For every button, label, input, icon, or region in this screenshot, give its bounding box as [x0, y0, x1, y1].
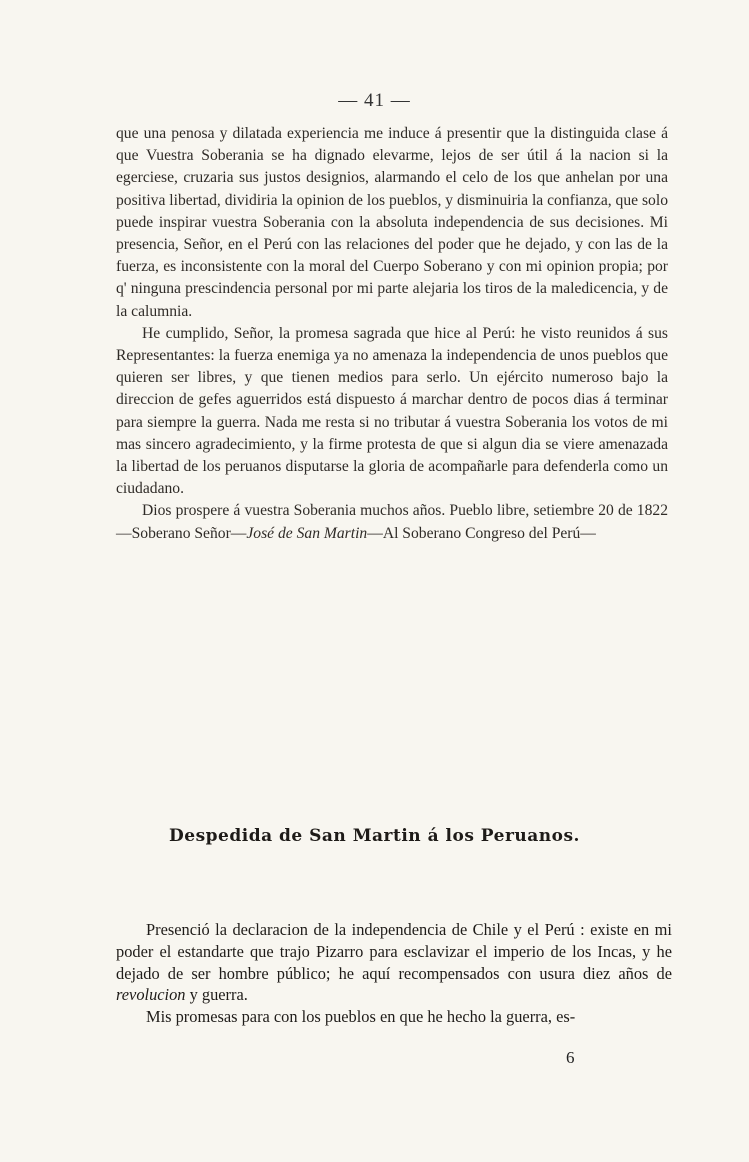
letter-addressee-text: —Al Soberano Congreso del Perú— — [367, 524, 596, 542]
letter-paragraph-3 — [116, 500, 668, 544]
letter-body — [116, 123, 668, 545]
letter-closing-text: Dios prospere á vuestra Soberania muchos años. Pueblo libre, setiembre 20 de 1822—Soberano Señor— — [116, 502, 668, 542]
farewell-emphasis: revolucion — [116, 985, 186, 1005]
section-heading: Despedida de San Martin á los Peruanos. — [169, 826, 580, 846]
farewell-paragraph-2: Mis promesas para con los pueblos en que he hecho la guerra, es- — [146, 1007, 576, 1027]
signature-mark: 6 — [566, 1048, 575, 1067]
letter-paragraph-1: que una penosa y dilatada experiencia me induce á presentir que la distinguida clase á que Vuestra Soberania se ha dignado elevarme, lejos de ser útil á la nacion si la egerciese, cruzaria sus justos designios, alarmando el celo de los que anhelan por una positiva libertad, dividiria la opinion de los pueblos, y disminuiria la confianza, que solo puede inspirar vuestra Soberania con la absoluta independencia de sus decisiones. Mi presencia, Señor, en el Perú con las relaciones del poder que he dejado, y con las de la fuerza, es inconsistente con la moral del Cuerpo Soberano y con mi opinion propia; por q' ninguna prescindencia personal por mi parte alejaria los tiros de la maledicencia, y de la calumnia. — [116, 125, 668, 320]
page-number: — 41 — — [338, 90, 411, 111]
farewell-body — [116, 919, 672, 1028]
farewell-text-1-end: y guerra. — [185, 985, 248, 1005]
farewell-text-1: Presenció la declaracion de la independencia de Chile y el Perú : existe en mi poder el estandarte que trajo Pizarro para esclavizar el imperio de los Incas, y he dejado de ser hombre público; he aquí recompensados con usura diez años de — [116, 920, 672, 983]
farewell-paragraph-1 — [116, 919, 672, 1006]
letter-paragraph-2: He cumplido, Señor, la promesa sagrada que hice al Perú: he visto reunidos á sus Representantes: la fuerza enemiga ya no amenaza la independencia de unos pueblos que quieren ser libres, y que tienen medios para serlo. Un ejército numeroso bajo la direccion de gefes aguerridos está dispuesto á marchar dentro de pocos dias á terminar para siempre la guerra. Nada me resta si no tributar á vuestra Soberania los votos de mi mas sincero agradecimiento, y la firme protesta de que si algun dia se viere amenazada la libertad de los peruanos disputarse la gloria de acompañarle para defenderla como un ciudadano. — [116, 324, 668, 498]
letter-author-name: José de San Martin — [246, 524, 368, 542]
